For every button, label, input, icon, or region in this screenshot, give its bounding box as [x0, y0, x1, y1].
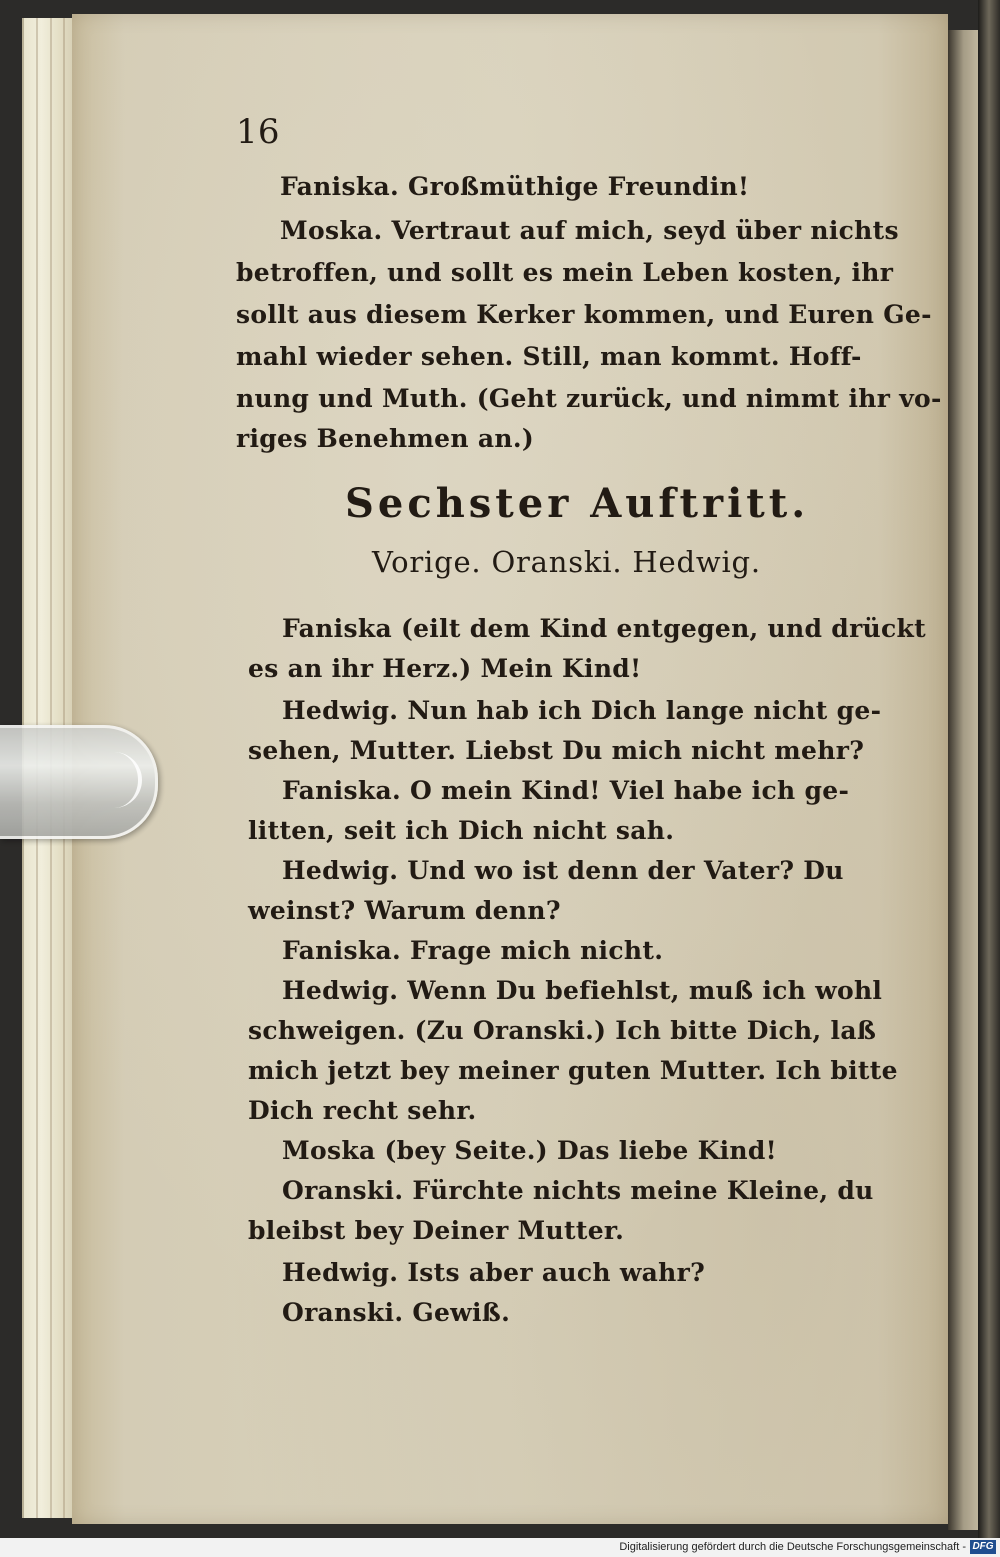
text-line: Hedwig. Wenn Du befiehlst, muß ich wohl	[282, 976, 883, 1005]
text-line: sehen, Mutter. Liebst Du mich nicht mehr?	[248, 736, 865, 765]
text-line: betroffen, und sollt es mein Leben kosten, ihr	[236, 258, 894, 287]
text-line: Moska (bey Seite.) Das liebe Kind!	[282, 1136, 777, 1165]
text-line: riges Benehmen an.)	[236, 424, 534, 453]
text-line: Hedwig. Und wo ist denn der Vater? Du	[282, 856, 844, 885]
footer-credit: Digitalisierung gefördert durch die Deutsche Forschungsgemeinschaft -	[619, 1541, 966, 1553]
text-line: Faniska. Frage mich nicht.	[282, 936, 664, 965]
text-line: Dich recht sehr.	[248, 1096, 477, 1125]
text-line: es an ihr Herz.) Mein Kind!	[248, 654, 642, 683]
text-line: litten, seit ich Dich nicht sah.	[248, 816, 675, 845]
text-line: Faniska. O mein Kind! Viel habe ich ge-	[282, 776, 850, 805]
text-line: Oranski. Fürchte nichts meine Kleine, du	[282, 1176, 874, 1205]
scene-persons: Vorige. Oranski. Hedwig.	[372, 545, 761, 579]
scene-heading: Sechster Auftritt.	[345, 480, 810, 527]
text-line: Faniska. Großmüthige Freundin!	[280, 172, 750, 201]
page-number: 16	[236, 112, 280, 152]
text-line: Oranski. Gewiß.	[282, 1298, 511, 1327]
text-line: Hedwig. Ists aber auch wahr?	[282, 1258, 706, 1287]
text-line: nung und Muth. (Geht zurück, und nimmt ihr vo-	[236, 384, 942, 413]
dfg-logo: DFG	[970, 1540, 996, 1554]
text-line: schweigen. (Zu Oranski.) Ich bitte Dich, laß	[248, 1016, 877, 1045]
book-spine-edge	[978, 0, 1000, 1540]
text-line: mich jetzt bey meiner guten Mutter. Ich bitte	[248, 1056, 898, 1085]
text-line: weinst? Warum denn?	[248, 896, 561, 925]
text-line: Hedwig. Nun hab ich Dich lange nicht ge-	[282, 696, 882, 725]
text-line: bleibst bey Deiner Mutter.	[248, 1216, 625, 1245]
text-line: Faniska (eilt dem Kind entgegen, und drückt	[282, 614, 927, 643]
text-line: mahl wieder sehen. Still, man kommt. Hoff-	[236, 342, 862, 371]
text-line: Moska. Vertraut auf mich, seyd über nichts	[280, 216, 899, 245]
text-line: sollt aus diesem Kerker kommen, und Euren Ge-	[236, 300, 932, 329]
